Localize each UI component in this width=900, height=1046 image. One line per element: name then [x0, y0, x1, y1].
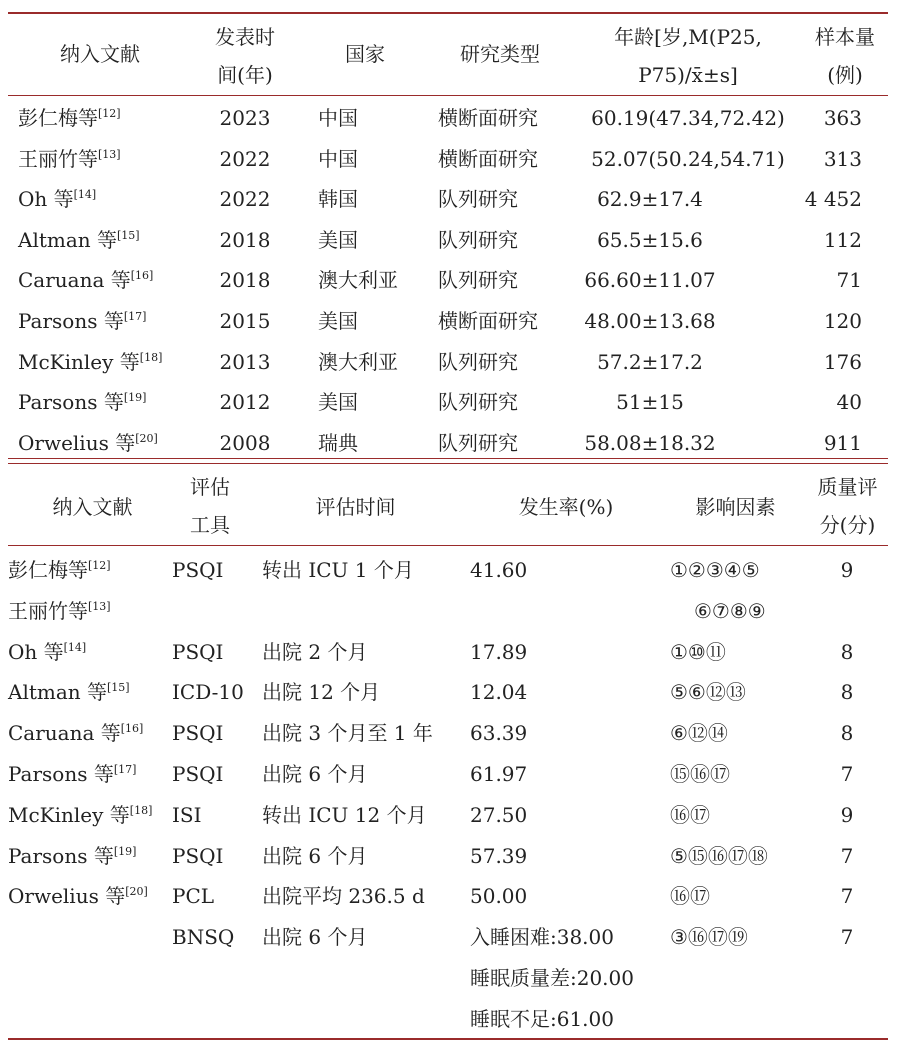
t1-header-year-line2: 间(年): [217, 63, 273, 87]
table2-header-rule: [8, 545, 888, 546]
table2-author-cell: [8, 558, 111, 582]
t1-header-n-line2: (例): [827, 63, 863, 87]
reference-marker: [18]: [139, 350, 163, 364]
t1-country-cell: 中国: [318, 146, 358, 171]
table1-author-cell: [18, 187, 96, 211]
t1-header-country: 国家: [345, 42, 385, 66]
t1-year-cell: 2022: [219, 187, 271, 212]
t1-n-cell: 40: [836, 390, 862, 415]
table1-top-rule: [8, 12, 888, 14]
t1-type-cell: 队列研究: [438, 187, 518, 212]
t2-tool-cell: ICD-10: [172, 680, 244, 705]
table2-author-cell: [8, 884, 148, 908]
t2-factors-cell: ⑯⑰: [670, 802, 710, 827]
t2-factors-cell: ⑤⑥⑫⑬: [670, 680, 746, 705]
reference-marker: [16]: [130, 269, 154, 283]
t2-rate-cell: 17.89: [470, 639, 528, 664]
table2-author-cell: [8, 844, 136, 868]
t1-n-cell: 313: [823, 146, 862, 171]
table1-author-cell: [18, 228, 140, 252]
t2-score-cell: 9: [840, 802, 854, 827]
t2-time-cell: 出院 6 个月: [262, 762, 368, 786]
table-separator-rule-lower: [8, 463, 888, 464]
t1-year-cell: 2012: [219, 390, 271, 415]
t1-age-cell: 60.19(47.34,72.42): [591, 106, 785, 130]
t2-factors-cell: ⑥⑦⑧⑨: [694, 598, 766, 623]
reference-marker: [17]: [113, 763, 137, 776]
t1-year-cell: 2013: [219, 349, 271, 374]
t2-header-tool-line2: 工具: [190, 513, 230, 537]
reference-marker: [18]: [129, 803, 153, 817]
reference-marker: [20]: [125, 885, 148, 899]
t1-age-cell: 62.9±17.4: [597, 187, 703, 212]
t2-header-factors: 影响因素: [695, 495, 776, 519]
t2-rate-cell: 入睡困难:38.00: [470, 925, 614, 950]
table1-author-cell: [18, 431, 158, 455]
table2-bottom-rule: [8, 1038, 888, 1040]
author-name: Altman 等: [8, 680, 108, 705]
t2-rate-cell: 睡眠不足:61.00: [470, 1006, 614, 1031]
t2-score-cell: 7: [840, 884, 854, 909]
t2-time-cell: 出院 2 个月: [262, 639, 368, 664]
t2-time-cell: 出院 6 个月: [262, 925, 368, 950]
t1-n-cell: 4 452: [804, 187, 862, 212]
t1-type-cell: 横断面研究: [438, 106, 538, 130]
t2-factors-cell: ⑮⑯⑰: [670, 762, 730, 786]
t1-age-cell: 58.08±18.32: [584, 430, 716, 455]
author-name: McKinley 等: [8, 802, 130, 827]
t2-tool-cell: PSQI: [172, 843, 224, 868]
t1-country-cell: 美国: [318, 227, 358, 252]
t1-type-cell: 横断面研究: [438, 146, 538, 171]
table2-author-cell: [8, 721, 143, 745]
t2-header-tool-line1: 评估: [190, 475, 230, 499]
author-name: Caruana 等: [8, 721, 121, 746]
reference-marker: [19]: [113, 844, 137, 858]
t2-factors-cell: ③⑯⑰⑲: [670, 925, 748, 950]
t1-age-cell: 66.60±11.07: [584, 268, 716, 293]
author-name: Oh 等: [18, 187, 74, 212]
t1-year-cell: 2018: [219, 268, 271, 293]
reference-marker: [13]: [98, 147, 121, 161]
t2-header-score-line1: 质量评: [817, 475, 878, 499]
t1-n-cell: 911: [823, 430, 862, 455]
author-name: 彭仁梅等: [8, 558, 88, 582]
t2-tool-cell: ISI: [172, 802, 202, 827]
table1-header-rule: [8, 95, 888, 96]
t2-rate-cell: 50.00: [470, 884, 528, 909]
t1-year-cell: 2008: [219, 430, 271, 455]
t1-country-cell: 中国: [318, 106, 358, 130]
author-name: McKinley 等: [18, 349, 140, 374]
table2-author-cell: [8, 680, 130, 704]
t2-score-cell: 7: [840, 843, 854, 868]
t1-header-type: 研究类型: [460, 42, 540, 66]
author-name: Parsons 等: [18, 390, 124, 415]
t1-type-cell: 队列研究: [438, 430, 518, 455]
t2-score-cell: 7: [840, 762, 854, 786]
t1-header-ref: 纳入文献: [60, 42, 140, 66]
t2-factors-cell: ⑤⑮⑯⑰⑱: [670, 843, 768, 868]
t1-country-cell: 澳大利亚: [318, 349, 398, 374]
t2-tool-cell: PSQI: [172, 721, 224, 746]
reference-marker: [12]: [88, 559, 111, 572]
author-name: Parsons 等: [8, 762, 114, 786]
table2-author-cell: [8, 762, 136, 786]
reference-marker: [14]: [63, 640, 87, 654]
t2-rate-cell: 睡眠质量差:20.00: [470, 966, 634, 990]
author-name: Altman 等: [18, 227, 118, 252]
t2-score-cell: 7: [840, 925, 854, 950]
t1-type-cell: 队列研究: [438, 268, 518, 293]
t1-year-cell: 2015: [219, 309, 271, 333]
t2-score-cell: 9: [840, 558, 854, 582]
table1-author-cell: [18, 390, 146, 414]
t1-header-age-line2: P75)/x̄±s]: [638, 63, 738, 87]
t1-type-cell: 队列研究: [438, 390, 518, 415]
t1-year-cell: 2018: [219, 227, 271, 252]
t2-time-cell: 出院 3 个月至 1 年: [262, 721, 433, 746]
t1-type-cell: 队列研究: [438, 349, 518, 374]
author-name: Oh 等: [8, 639, 64, 664]
t2-factors-cell: ⑥⑫⑭: [670, 721, 728, 746]
t1-header-n-line1: 样本量: [815, 25, 875, 49]
t1-country-cell: 韩国: [318, 187, 358, 212]
reference-marker: [19]: [123, 391, 147, 405]
t2-rate-cell: 41.60: [470, 558, 528, 582]
t2-header-time: 评估时间: [315, 495, 396, 519]
reference-marker: [17]: [123, 310, 147, 323]
t1-country-cell: 澳大利亚: [318, 268, 398, 293]
t1-country-cell: 美国: [318, 309, 358, 333]
t2-header-ref: 纳入文献: [52, 495, 133, 519]
t1-age-cell: 65.5±15.6: [597, 227, 703, 252]
t2-rate-cell: 12.04: [470, 680, 528, 705]
table1-author-cell: [18, 106, 121, 130]
table1-author-cell: [18, 268, 153, 292]
reference-marker: [14]: [73, 188, 97, 202]
t1-n-cell: 120: [823, 309, 862, 333]
t1-year-cell: 2022: [219, 146, 271, 171]
author-name: Parsons 等: [18, 309, 124, 333]
t2-factors-cell: ①②③④⑤: [670, 558, 760, 582]
t1-age-cell: 57.2±17.2: [597, 349, 703, 374]
table1-author-cell: [18, 350, 162, 374]
t2-rate-cell: 27.50: [470, 802, 528, 827]
t2-tool-cell: PSQI: [172, 558, 224, 582]
author-name: 彭仁梅等: [18, 106, 98, 130]
reference-marker: [13]: [88, 599, 111, 613]
t2-tool-cell: PCL: [172, 884, 215, 909]
table1-author-cell: [18, 147, 121, 171]
t2-time-cell: 转出 ICU 1 个月: [262, 558, 414, 582]
t1-year-cell: 2023: [219, 106, 271, 130]
t2-factors-cell: ①⑩⑪: [670, 639, 726, 664]
t2-tool-cell: PSQI: [172, 639, 224, 664]
t1-age-cell: 48.00±13.68: [584, 309, 716, 333]
t2-time-cell: 出院平均 236.5 d: [262, 884, 425, 909]
t1-country-cell: 美国: [318, 390, 358, 415]
author-name: 王丽竹等: [8, 598, 88, 623]
t1-n-cell: 363: [823, 106, 862, 130]
table-separator-rule-upper: [8, 458, 888, 459]
reference-marker: [20]: [135, 431, 158, 445]
author-name: Parsons 等: [8, 843, 114, 868]
t2-factors-cell: ⑯⑰: [670, 884, 710, 909]
t2-time-cell: 出院 6 个月: [262, 843, 368, 868]
t2-header-rate: 发生率(%): [518, 495, 614, 519]
t2-time-cell: 出院 12 个月: [262, 680, 381, 705]
t1-age-cell: 52.07(50.24,54.71): [591, 146, 785, 171]
reference-marker: [15]: [107, 681, 130, 695]
t1-n-cell: 71: [836, 268, 862, 293]
table2-author-cell: [8, 599, 111, 623]
t2-header-score-line2: 分(分): [819, 513, 876, 537]
t2-score-cell: 8: [840, 639, 854, 664]
t2-tool-cell: PSQI: [172, 762, 224, 786]
t1-type-cell: 队列研究: [438, 227, 518, 252]
t1-country-cell: 瑞典: [318, 430, 358, 455]
t1-age-cell: 51±15: [616, 390, 684, 415]
author-name: Orwelius 等: [18, 430, 136, 455]
t2-rate-cell: 57.39: [470, 843, 528, 868]
t2-tool-cell: BNSQ: [172, 925, 235, 950]
t2-score-cell: 8: [840, 680, 854, 705]
t1-header-age-line1: 年龄[岁,M(P25,: [614, 25, 762, 49]
table1-author-cell: [18, 309, 146, 333]
t2-rate-cell: 61.97: [470, 762, 528, 786]
t1-header-year-line1: 发表时: [215, 25, 275, 49]
t1-type-cell: 横断面研究: [438, 309, 538, 333]
t1-n-cell: 112: [823, 227, 862, 252]
author-name: Orwelius 等: [8, 884, 126, 909]
t2-score-cell: 8: [840, 721, 854, 746]
table2-author-cell: [8, 803, 152, 827]
table2-author-cell: [8, 640, 86, 664]
author-name: 王丽竹等: [18, 146, 98, 171]
reference-marker: [15]: [117, 228, 140, 242]
reference-marker: [12]: [98, 107, 121, 120]
t2-rate-cell: 63.39: [470, 721, 528, 746]
t2-time-cell: 转出 ICU 12 个月: [262, 802, 427, 827]
reference-marker: [16]: [120, 722, 144, 736]
t1-n-cell: 176: [823, 349, 862, 374]
author-name: Caruana 等: [18, 268, 131, 293]
